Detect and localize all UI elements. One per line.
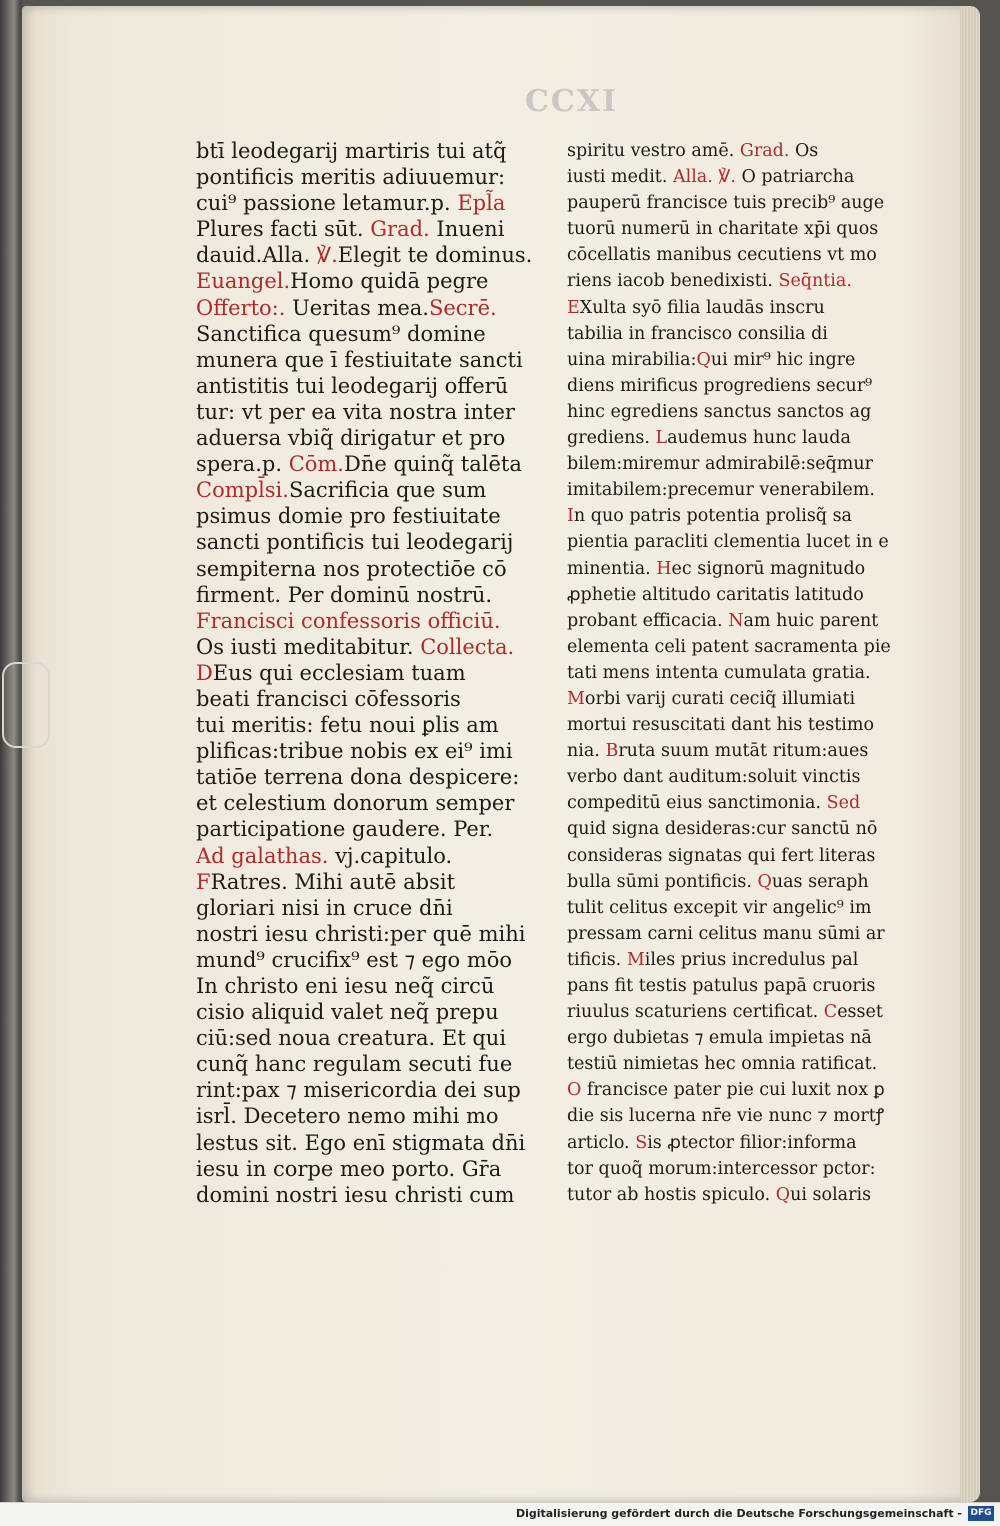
rubric-text: Q (757, 871, 772, 892)
rubric-text: F (196, 869, 211, 894)
rubric-text: S (635, 1132, 648, 1153)
body-text: grediens. (567, 428, 656, 449)
left-text-column (196, 138, 551, 1208)
text-line (196, 686, 551, 712)
body-text: am huic parent (743, 610, 879, 631)
text-line (567, 973, 907, 999)
text-line (567, 1156, 907, 1182)
body-text: ui solaris (790, 1184, 872, 1205)
text-line (196, 895, 551, 921)
footer-credit: Digitalisierung gefördert durch die Deutsche Forschungsgemeinschaft - (515, 1507, 962, 1520)
right-text-column (567, 138, 907, 1208)
rubric-text: Sed (826, 793, 861, 814)
body-text: firment. Per dominū nostrū. (196, 582, 493, 607)
rubric-text: I (567, 506, 574, 527)
body-text: consideras signatas qui fert literas (567, 845, 876, 866)
body-text: ec signorū magnitudo (671, 558, 866, 579)
rubric-text: N (728, 610, 744, 631)
body-text: Dn̄e quinq̃ talēta (344, 452, 522, 477)
text-line (196, 556, 551, 582)
text-line (567, 712, 907, 738)
text-line (567, 686, 907, 712)
body-text: mund⁹ crucifix⁹ est ⁊ ego mōo (196, 947, 513, 972)
body-text: In christo eni iesu neq̃ circū (196, 974, 495, 998)
text-line (567, 347, 907, 373)
body-text: Os (789, 141, 819, 161)
body-text: compeditū eius sanctimonia. (567, 793, 827, 814)
text-line (567, 634, 907, 660)
body-text: diens mirificus progrediens secur⁹ (567, 375, 873, 396)
body-text: imitabilem:precemur venerabilem. (567, 480, 875, 501)
body-text: tuorū numerū in charitate xp̄i quos (567, 219, 879, 240)
body-text: orbi varij curati ceciq̃ illumiati (584, 688, 856, 709)
body-text: n quo patris potentia prolisq̃ sa (573, 506, 852, 527)
text-line (567, 1051, 907, 1077)
body-text: sempiterna nos protectiōe cō (196, 556, 507, 581)
page-clip (2, 662, 50, 748)
text-line (567, 764, 907, 790)
rubric-text: Q (775, 1184, 791, 1205)
text-line (196, 738, 551, 764)
rubric-text: D (196, 660, 213, 685)
text-line (196, 1051, 551, 1077)
rubric-text: Alla. ℣. (672, 167, 736, 188)
text-line (567, 216, 907, 242)
text-line (196, 347, 551, 373)
body-text: spiritu vestro amē. (567, 141, 740, 161)
rubric-text: ℣. (316, 243, 338, 268)
page-edges (960, 6, 980, 1502)
rubric-text: Cōm. (288, 452, 344, 477)
text-line (567, 556, 907, 582)
body-text: tificis. (567, 949, 627, 970)
rubric-text: M (567, 688, 585, 709)
rubric-text: O (567, 1080, 582, 1101)
text-line (567, 869, 907, 895)
text-line (196, 1156, 551, 1182)
text-line (567, 1103, 907, 1129)
body-text: audemus hunc lauda (667, 428, 851, 449)
body-text: riuulus scaturiens certificat. (567, 1002, 824, 1023)
body-text: testiū nimietas hec omnia ratificat. (567, 1054, 878, 1075)
body-text: domini nostri iesu christi cum (196, 1182, 515, 1207)
body-text: cui⁹ passione letamur.p. (196, 191, 458, 216)
body-text: esset (837, 1002, 883, 1023)
body-text: iles prius incredulus pal (644, 949, 859, 970)
text-line (567, 895, 907, 921)
text-line (567, 582, 907, 608)
text-line (196, 268, 551, 294)
dfg-logo: DFG (968, 1506, 994, 1521)
text-line (196, 999, 551, 1025)
body-text: iesu in corpe meo porto. Gr̄a (196, 1156, 502, 1181)
body-text: riens iacob benedixisti. (567, 271, 779, 292)
rubric-text: E (567, 297, 580, 318)
body-text: die sis lucerna nr̄e vie nunc ⁊ mortꝭ (567, 1106, 885, 1127)
body-text: tabilia in francisco consilia di (567, 323, 828, 344)
rubric-text: Ad galathas. (196, 843, 329, 868)
body-text: pans fit testis patulus papā cruoris (567, 976, 876, 996)
text-line (196, 1077, 551, 1103)
body-text: psimus domie pro festiuitate (196, 504, 501, 529)
text-line (567, 477, 907, 503)
body-text: Elegit te dominus. (337, 243, 533, 268)
body-text: et celestium donorum semper (196, 791, 515, 816)
body-text: francisce pater pie cui luxit nox ꝑ (581, 1080, 885, 1101)
body-text: pontificis meritis adiuuemur: (196, 165, 506, 190)
body-text: Plures facti sūt. (196, 217, 371, 242)
body-text: dauid.Alla. (196, 243, 317, 268)
text-line (196, 843, 551, 869)
text-line (196, 242, 551, 268)
text-line (567, 1130, 907, 1156)
body-text: is ꝓtector filior:informa (647, 1132, 857, 1153)
rubric-text: H (656, 558, 672, 579)
rubric-text: Secrē. (428, 295, 497, 320)
body-text: pauperū francisce tuis precib⁹ auge (567, 193, 885, 214)
rubric-text: Q (696, 349, 711, 370)
text-line (567, 1025, 907, 1051)
body-text: gloriari nisi in cruce dn̄i (196, 895, 453, 920)
body-text: Inueni (429, 217, 505, 242)
text-line (196, 947, 551, 973)
text-line (567, 921, 907, 947)
body-text: minentia. (567, 558, 657, 579)
body-text: Xulta syō filia laudās inscru (579, 297, 825, 318)
body-text: tui meritis: fetu noui ꝑlis am (196, 713, 499, 738)
body-text: bilem:miremur admirabilē:seq̄mur (567, 454, 873, 475)
text-line (196, 295, 551, 321)
text-line (196, 477, 551, 503)
text-line (567, 660, 907, 686)
rubric-text: Seq̄ntia. (778, 271, 852, 292)
text-line (567, 816, 907, 842)
body-text: antistitis tui leodegarij offerū (196, 373, 509, 398)
body-text: ruta suum mutāt ritum:aues (618, 741, 869, 762)
text-line (567, 608, 907, 634)
body-text: Sacrificia que sum (288, 478, 487, 503)
text-line (196, 1103, 551, 1129)
text-line (567, 947, 907, 973)
body-text: ui mir⁹ hic ingre (710, 349, 856, 370)
body-text: probant efficacia. (567, 610, 729, 631)
text-line (567, 268, 907, 294)
body-text: hinc egrediens sanctus sanctos ag (567, 401, 872, 422)
text-line (196, 399, 551, 425)
text-line (196, 216, 551, 242)
text-line (196, 425, 551, 451)
body-text: vj.capitulo. (328, 843, 453, 868)
text-line (196, 712, 551, 738)
body-text: plificas:tribue nobis ex ei⁹ imi (196, 739, 513, 764)
body-text: beati francisci cōfessoris (196, 686, 461, 711)
body-text: participatione gaudere. Per. (196, 817, 494, 842)
text-line (567, 1077, 907, 1103)
text-line (567, 295, 907, 321)
body-text: O patriarcha (735, 167, 855, 188)
body-text: Os iusti meditabitur. (196, 634, 421, 659)
body-text: bulla sūmi pontificis. (567, 871, 758, 892)
body-text: nia. (567, 741, 606, 762)
body-text: Sanctifica quesum⁹ domine (196, 321, 486, 346)
body-text: tulit celitus excepit vir angelic⁹ im (567, 897, 872, 918)
text-line (567, 738, 907, 764)
text-line (196, 973, 551, 999)
body-text: tur: vt per ea vita nostra inter (196, 399, 515, 424)
body-text: lestus sit. Ego enī stigmata dn̄i (196, 1130, 526, 1155)
text-line (196, 816, 551, 842)
text-line (196, 634, 551, 660)
body-text: pientia paracliti clementia lucet in e (567, 532, 889, 553)
rubric-text: Compl̄si. (196, 478, 289, 503)
text-line (567, 999, 907, 1025)
body-text: uina mirabilia: (567, 349, 697, 370)
text-line (567, 425, 907, 451)
body-text: ergo dubietas ⁊ emula impietas nā (567, 1028, 872, 1049)
text-line (196, 660, 551, 686)
text-line (196, 321, 551, 347)
text-line (567, 138, 907, 164)
rubric-text: Collecta. (420, 634, 515, 659)
rubric-text: L (655, 428, 668, 449)
body-text: munera que ī festiuitate sancti (196, 347, 523, 372)
body-text: sancti pontificis tui leodegarij (196, 530, 514, 555)
text-line (567, 843, 907, 869)
rubric-text: Grad. (739, 141, 790, 161)
body-text: ꝓphetie altitudo caritatis latitudo (567, 584, 864, 605)
text-line (567, 503, 907, 529)
text-line (196, 790, 551, 816)
text-line (567, 373, 907, 399)
text-line (196, 503, 551, 529)
text-line (567, 164, 907, 190)
body-text: articlo. (567, 1132, 636, 1153)
text-line (567, 399, 907, 425)
rubric-text: M (626, 949, 645, 970)
text-line (196, 451, 551, 477)
text-line (196, 921, 551, 947)
text-line (567, 190, 907, 216)
rubric-text: B (605, 741, 619, 762)
rubric-text: Francisci confessoris officiū. (196, 608, 501, 633)
body-text: mortui resuscitati dant his testimo (567, 715, 875, 736)
rubric-text: Euangel. (196, 269, 291, 294)
text-line (567, 451, 907, 477)
text-line (196, 1182, 551, 1208)
body-text: tati mens intenta cumulata gratia. (567, 662, 871, 683)
body-text: verbo dant auditum:soluit vinctis (567, 767, 861, 788)
body-text: aduersa vbiq̃ dirigatur et pro (196, 426, 506, 451)
text-line (196, 190, 551, 216)
text-line (567, 321, 907, 347)
text-line (196, 529, 551, 555)
text-line (196, 764, 551, 790)
text-line (196, 1025, 551, 1051)
body-text: spera.p. (196, 452, 289, 477)
text-line (196, 869, 551, 895)
body-text: quid signa desideras:cur sanctū nō (567, 819, 878, 840)
text-line (196, 373, 551, 399)
body-text: uas seraph (771, 871, 869, 892)
text-line (196, 164, 551, 190)
body-text: ciū:sed noua creatura. Et qui (196, 1026, 507, 1051)
body-text: Ueritas mea. (285, 295, 429, 320)
body-text: rint:pax ⁊ misericordia dei sup (196, 1078, 521, 1103)
body-text: cōcellatis manibus cecutiens vt mo (567, 245, 877, 266)
body-text: pressam carni celitus manu sūmi ar (567, 923, 885, 944)
digitization-footer (0, 1502, 1000, 1526)
body-text: isrl̄. Decetero nemo mihi mo (196, 1104, 499, 1129)
body-text: btī leodegarij martiris tui atq̃ (196, 139, 507, 163)
body-text: elementa celi patent sacramenta pie (567, 636, 891, 657)
text-line (196, 138, 551, 164)
body-text: iusti medit. (567, 167, 673, 188)
body-text: Ratres. Mihi autē absit (210, 869, 456, 894)
body-text: nostri iesu christi:per quē mihi (196, 921, 526, 946)
body-text: cisio aliquid valet neq̃ prepu (196, 1000, 499, 1025)
body-text: cunq̃ hanc regulam secuti fue (196, 1052, 513, 1077)
body-text: tatiōe terrena dona despicere: (196, 765, 520, 790)
rubric-text: Grad. (370, 217, 430, 242)
rubric-text: C (823, 1002, 838, 1023)
text-line (196, 582, 551, 608)
text-line (196, 1130, 551, 1156)
rubric-text: Epl̃a (457, 191, 506, 216)
text-line (567, 790, 907, 816)
body-text: tor quoq̃ morum:intercessor pctor: (567, 1158, 876, 1179)
rubric-text: Offerto:. (196, 295, 286, 320)
folio-number: CCXI (525, 84, 619, 119)
text-line (567, 1182, 907, 1208)
body-text: Eus qui ecclesiam tuam (212, 660, 466, 685)
body-text: tutor ab hostis spiculo. (567, 1184, 776, 1205)
body-text: Homo quidā pegre (290, 269, 489, 294)
text-line (567, 242, 907, 268)
text-line (567, 529, 907, 555)
text-line (196, 608, 551, 634)
